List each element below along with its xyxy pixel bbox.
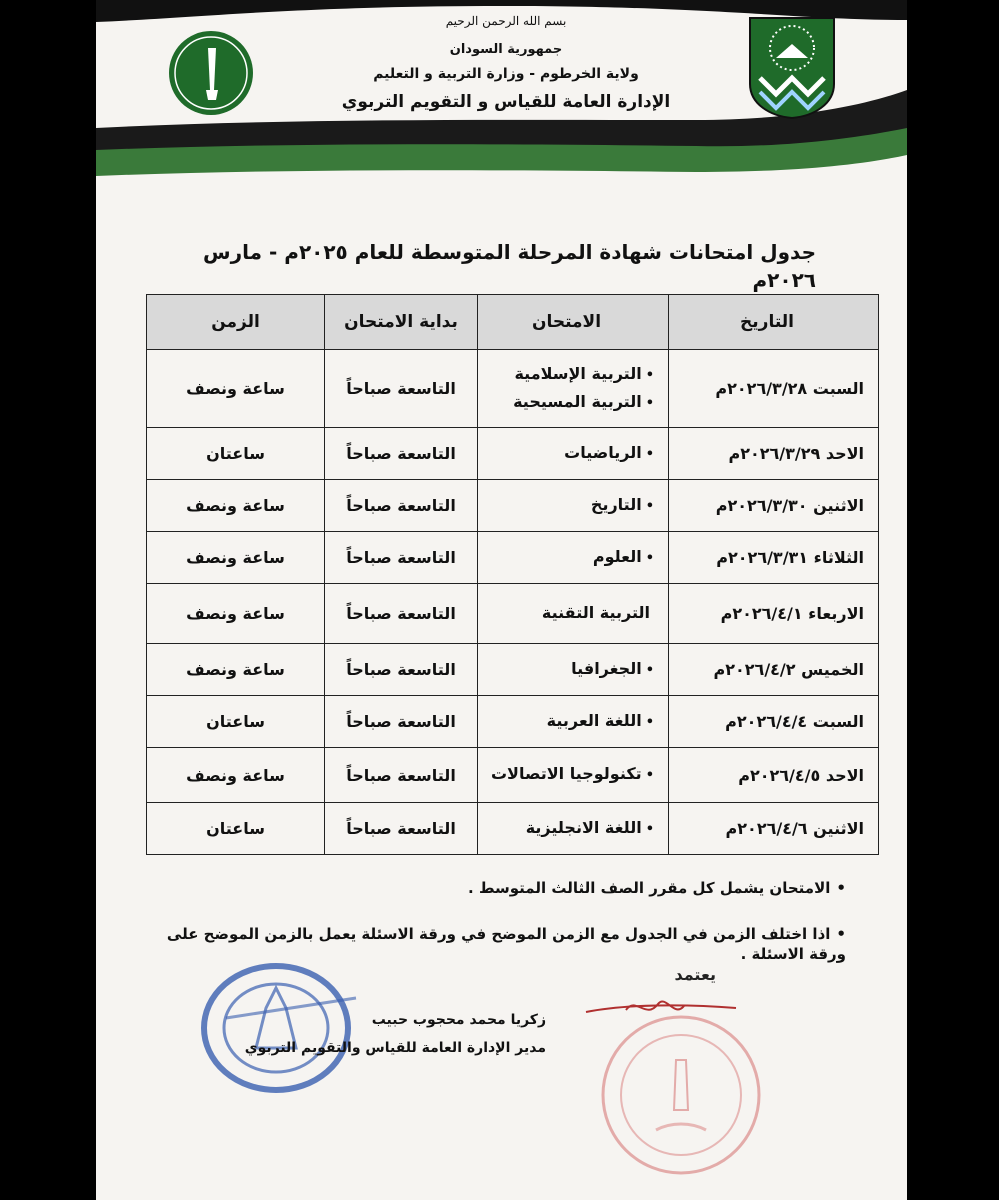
cell-duration: ساعة ونصف (147, 748, 325, 803)
header-date: التاريخ (669, 295, 879, 350)
exam-subject: •التربية المسيحية (513, 391, 654, 411)
cell-date: الاثنين ٢٠٢٦/٣/٣٠م (669, 480, 879, 532)
cell-exam (478, 584, 669, 644)
table-header-row (147, 295, 879, 350)
cell-start: التاسعة صباحاً (325, 480, 478, 532)
cell-exam (478, 696, 669, 748)
table-row (147, 803, 879, 855)
exam-subject: •الرياضيات (564, 442, 654, 462)
cell-date: الاحد ٢٠٢٦/٤/٥م (669, 748, 879, 803)
exam-schedule-table (146, 294, 879, 855)
cell-date: الاحد ٢٠٢٦/٣/٢٩م (669, 428, 879, 480)
cell-duration: ساعة ونصف (147, 350, 325, 428)
cell-date: السبت ٢٠٢٦/٤/٤م (669, 696, 879, 748)
note-item: •اذا اختلف الزمن في الجدول مع الزمن الموضح في ورقة الاسئلة يعمل بالزمن الموضح على ورقة الاسئلة . (166, 925, 846, 963)
exam-subject: •تكنولوجيا الاتصالات (490, 764, 654, 783)
department-name: الإدارة العامة للقياس و التقويم التربوي (341, 92, 671, 112)
cell-exam (478, 428, 669, 480)
cell-duration: ساعة ونصف (147, 584, 325, 644)
exam-subject: •التربية الإسلامية (514, 363, 654, 383)
table-row (147, 350, 879, 428)
basmala: بسم الله الرحمن الرحيم (445, 14, 567, 28)
state-emblem (746, 14, 838, 120)
header-duration: الزمن (147, 295, 325, 350)
exam-subject: •التاريخ (590, 494, 654, 514)
page-title: جدول امتحانات شهادة المرحلة المتوسطة للعام ٢٠٢٥م - مارس ٢٠٢٦م (203, 240, 816, 292)
cell-duration: ساعتان (147, 803, 325, 855)
exam-subject: •اللغة العربية (546, 710, 654, 730)
cell-exam (478, 644, 669, 696)
cell-duration: ساعتان (147, 696, 325, 748)
cell-start: التاسعة صباحاً (325, 428, 478, 480)
cell-duration: ساعتان (147, 428, 325, 480)
table-row (147, 428, 879, 480)
ministry-logo (166, 28, 256, 118)
exam-subject: •اللغة الانجليزية (525, 817, 654, 837)
header-exam: الامتحان (478, 295, 669, 350)
approved-mark: يعتمد (674, 965, 716, 984)
document-page (96, 0, 907, 1200)
cell-start: التاسعة صباحاً (325, 748, 478, 803)
cell-exam (478, 748, 669, 803)
cell-date: الاثنين ٢٠٢٦/٤/٦م (669, 803, 879, 855)
table-row (147, 584, 879, 644)
table-row (147, 480, 879, 532)
header-start: بداية الامتحان (325, 295, 478, 350)
cell-start: التاسعة صباحاً (325, 696, 478, 748)
table-row (147, 748, 879, 803)
cell-date: الثلاثاء ٢٠٢٦/٣/٣١م (669, 532, 879, 584)
ministry-name: ولاية الخرطوم - وزارة التربية و التعليم (373, 66, 639, 82)
blue-stamp (196, 958, 376, 1098)
cell-exam (478, 532, 669, 584)
exam-subject: •الجغرافيا (571, 658, 654, 678)
exam-subject: التربية التقنية (541, 602, 650, 622)
approval-signature (566, 960, 746, 1030)
table-row (147, 696, 879, 748)
cell-date: الاربعاء ٢٠٢٦/٤/١م (669, 584, 879, 644)
cell-start: التاسعة صباحاً (325, 350, 478, 428)
red-stamp (596, 1010, 766, 1180)
cell-start: التاسعة صباحاً (325, 532, 478, 584)
cell-exam (478, 350, 669, 428)
cell-duration: ساعة ونصف (147, 532, 325, 584)
cell-duration: ساعة ونصف (147, 644, 325, 696)
exam-subject: •العلوم (592, 546, 654, 566)
cell-start: التاسعة صباحاً (325, 803, 478, 855)
signatory-title: مدير الإدارة العامة للقياس والتقويم التربوي (244, 1040, 546, 1056)
table-row (147, 532, 879, 584)
cell-start: التاسعة صباحاً (325, 584, 478, 644)
republic-name: جمهورية السودان (449, 42, 563, 57)
note-item: •الامتحان يشمل كل مقرر الصف الثالث المتوسط . (468, 879, 846, 897)
signatory-name: زكريا محمد محجوب حبيب (371, 1012, 546, 1028)
cell-date: السبت ٢٠٢٦/٣/٢٨م (669, 350, 879, 428)
cell-date: الخميس ٢٠٢٦/٤/٢م (669, 644, 879, 696)
cell-exam (478, 803, 669, 855)
cell-exam (478, 480, 669, 532)
table-row (147, 644, 879, 696)
cell-duration: ساعة ونصف (147, 480, 325, 532)
cell-start: التاسعة صباحاً (325, 644, 478, 696)
